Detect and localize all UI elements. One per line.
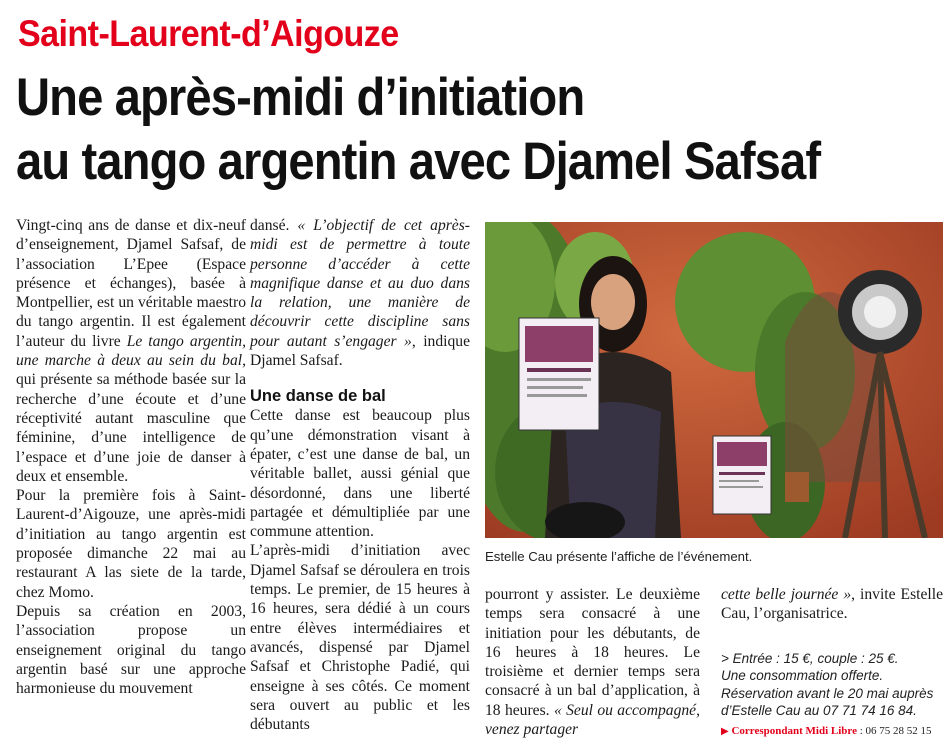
paragraph [721,585,943,624]
paragraph-text: , indique Djamel Safsaf. [250,332,470,370]
correspondent-label: Correspondant Midi Libre [731,725,857,737]
article-photo [485,222,943,538]
headline-line-1: Une après-midi d’initiation [16,68,585,127]
poster-held [519,318,599,430]
triangle-icon: ▶ [721,726,729,737]
section-subhead: Une danse de bal [250,387,386,406]
info-line: Réservation avant le 20 mai auprès [721,685,934,701]
headline-line-2: au tango argentin avec Djamel Safsaf [16,132,821,191]
quote: cette belle journée » [721,586,852,603]
paragraph: L’après-midi d’initiation avec Djamel Safsaf se déroulera en trois temps. Le premier, de 15 heures à 16 heures, sera dédié à un cours entre élèves intermédiaires et avancés, dispensé par Djamel Safsaf et Christophe Padié, qui enseigne à ses côtés. Ce moment sera ouvert au public et les débutants [250,542,470,734]
paragraph-text: pourront y assister. Le deuxième temps sera consacré à une initiation pour les débutants, de 16 heures à 18 heures. Le troisième et dernier temps sera consacré à un bal d’application, à 18 heures. [485,586,700,719]
paragraph-text: Vingt-cinq ans de danse et dix-neuf d’enseignement, Djamel Safsaf, de l’association L’Epee (Espace présence et échanges), basée à Montpellier, est un véritable maestro du tango argentin. Il est également l’auteur du livre [16,217,246,350]
paragraph: Cette danse est beaucoup plus qu’une démonstration visant à épater, c’est une danse de bal, un véritable ballet, aussi génial que désordonné, dans une liberté partagée et démultipliée par une commune attention. [250,407,470,541]
column-3 [485,585,700,739]
correspondent-phone: : 06 75 28 52 15 [856,725,932,737]
paragraph: Pour la première fois à Saint-Laurent-d’Aigouze, une après-midi d’initiation au tango argentin est proposée dimanche 22 mai au restaurant A las siete de la tarde, chez Momo. [16,487,246,601]
info-line: Une consommation offerte. [721,668,884,684]
paragraph-text: dansé. [250,217,298,234]
paragraph [16,216,246,486]
paragraph-text: , invite Estelle Cau, l’organisatrice. [721,586,943,623]
quote: « Seul ou accompagné, venez partager [485,701,700,739]
column-4 [721,585,943,624]
paragraph: Depuis sa création en 2003, l’association propose un enseignement original du tango argentin basé sur une approche harmonieuse du mouvement [16,602,246,698]
paragraph-text: , qui présente sa méthode basée sur la recherche d’une écoute et d’une réceptivité autant masculine que féminine, d’une intelligence de l’espace et d’une joie de danser à deux et ensemble. [16,352,246,485]
book-title: Le tango argentin, une marche à deux au sein du bal [16,332,247,370]
quote: « L’objectif de cet après-midi est de permettre à toute personne d’accéder à cette magnifique danse et au duo dans la relation, une manière de découvrir cette discipline sans pour autant s’engager » [250,217,470,350]
poster-table [713,436,771,514]
article-kicker: Saint-Laurent-d’Aigouze [18,13,399,54]
info-line: > Entrée : 15 €, couple : 25 €. [721,651,899,666]
paragraph [250,216,470,370]
correspondent-credit [721,725,946,737]
paragraph [485,585,700,739]
practical-info [721,650,946,719]
info-line: d’Estelle Cau au 07 71 74 16 84. [721,702,917,718]
column-1 [16,216,246,698]
photo-caption: Estelle Cau présente l’affiche de l’événement. [485,549,753,564]
column-2 [250,216,470,734]
article-headline [16,66,906,194]
